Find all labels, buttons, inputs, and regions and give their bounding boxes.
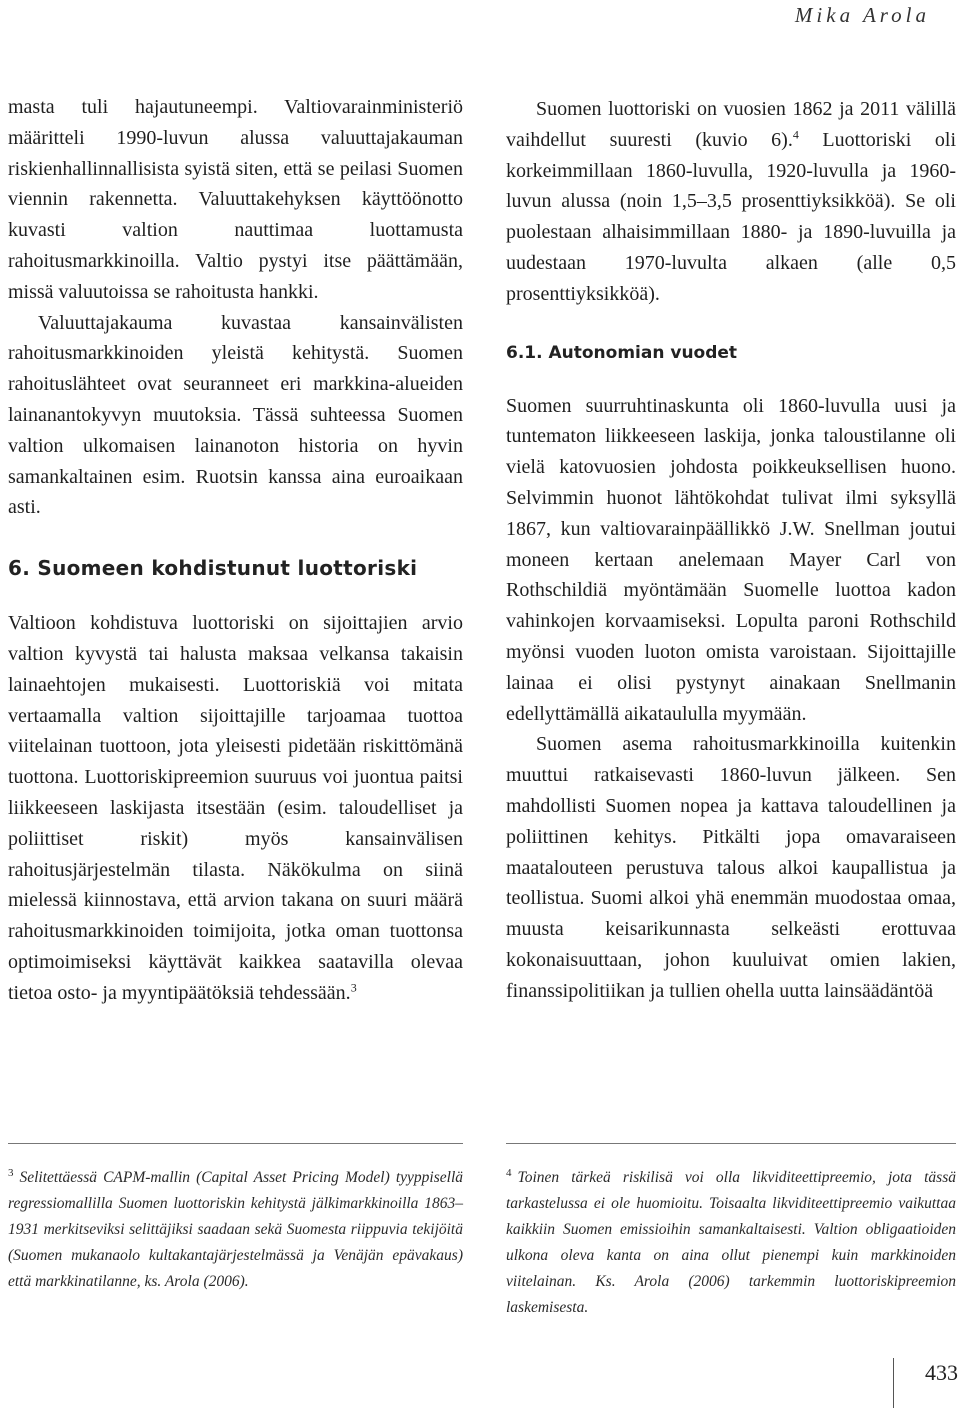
page-number: 433 (925, 1360, 958, 1385)
paragraph: Suomen asema rahoitusmarkkinoilla kuitenkin muuttui ratkaisevasti 1860-luvun jälkeen. Sen mahdollisti Suomen nopea ja kattava taloudellinen ja poliittinen kehitys. Pitkälti jopa omavaraiseen maatalouteen perustuva talous alkoi kaupallistua ja teollistua. Suomi alkoi yhä enemmän muodostaa omaa, muusta keisarikunnasta selkeästi erottuvaa kokonaisuuttaan, johon kuuluivat omien lakien, finanssipolitiikan ja tullien ohella uutta lainsäädäntöä (506, 733, 956, 1002)
paragraph-text: Luottoriski oli korkeimmillaan 1860-luvulla, 1920-luvulla ja 1960-luvun alussa (noin 1,5–3,5 prosenttiyksikköä). Se oli puolestaan alhaisimmillaan 1880- ja 1890-luvuilla ja uudestaan 1970-luvulta alkaen (alle 0,5 prosenttiyksikköä). (506, 128, 956, 305)
footnote-divider (8, 1143, 463, 1144)
footnote-text: Selitettäessä CAPM-mallin (Capital Asset Pricing Model) tyyppisellä regressiomallilla Suomen luottoriskin kehitystä jälkimarkkinoilla 1863–1931 merkitseviksi selittäjiksi saadaan sekä Suomesta riippuvia tekijöitä (Suomen mukanaolo kultakantajärjestelmässä ja Venäjän epävakaus) että markkinatilanne, ks. Arola (2006). (8, 1169, 463, 1291)
footnote-reference[interactable]: 3 (350, 980, 357, 995)
footnote-4 (506, 1160, 956, 1321)
section-heading: 6. Suomeen kohdistunut luottoriski (8, 556, 418, 581)
paragraph (8, 608, 463, 1008)
running-head: Mika Arola (794, 3, 930, 27)
paragraph: Valuuttajakauma kuvastaa kansainvälisten rahoitusmarkkinoiden yleistä kehitystä. Suomen rahoituslähteet ovat seuranneet eri markkina-alueiden lainanantokyvyn muutoksia. Tässä suhteessa Suomen valtion ulkomaisen lainanoton historia on hyvin samankaltainen esim. Ruotsin kanssa aina euroaikaan asti. (8, 311, 463, 519)
paragraph-text: Valtioon kohdistuva luottoriski on sijoittajien arvio valtion kyvystä tai halusta maksaa velkansa takaisin lainaehtojen mukaisesti. Luottoriskiä voi mitata vertaamalla valtion sijoittajille tarjoamaa tuottoa viitelainan tuottoon, jota yleisesti pidetään riskittömänä tuottona. Luottoriskipreemion suuruus voi juontua paitsi liikkeeseen laskijasta itsestään (esim. taloudelliset ja poliittiset riskit) myös kansainvälisen rahoitusjärjestelmän tilasta. Näkökulma on siinä mielessä kiinnostava, että arvion takana on suuri määrä rahoitusmarkkinoiden toimijoita, jotka oman tuottonsa optimoimiseksi käyttävät kaikkea saatavilla olevaa tietoa osto- ja myyntipäätöksiä tehdessään. (8, 612, 463, 1004)
footnote-number: 4 (506, 1167, 512, 1179)
left-column (8, 92, 463, 1009)
paragraph-text: Suomen luottoriski on vuosien 1862 ja 2011 välillä vaihdellut suuresti (kuvio 6). (506, 98, 956, 151)
page-number-divider (893, 1358, 894, 1408)
paragraph: Suomen suurruhtinaskunta oli 1860-luvulla uusi ja tuntematon liikkeeseen laskija, jonka taloustilanne oli vielä katovuosien johdosta poikkeuksellisen huono. Selvimmin huonot lähtökohdat tulivat ilmi syksyllä 1867, kun valtiovarainpäällikkö J.W. Snellman joutui moneen kertaan anelemaan Mayer Carl von Rothschildiä myöntämään Suomelle luottoa kadon vahinkojen korvaamiseksi. Lopulta paroni Rothschild myönsi vuoden luoton omista varoistaan. Sijoittajille lainaa ei olisi pystynyt ainakaan Snellmanin edellyttämällä aikataululla myymään. (506, 394, 956, 725)
subsection-heading: 6.1. Autonomian vuodet (506, 342, 738, 363)
footnote-reference[interactable]: 4 (792, 127, 799, 142)
paragraph (506, 94, 956, 310)
paragraph: masta tuli hajautuneempi. Valtiovarainministeriö määritteli 1990-luvun alussa valuuttajakauman riskienhallinnallisista syistä siten, että se peilasi Suomen viennin rakennetta. Valuuttakehyksen käyttöönotto kuvasti valtion nauttimaa luottamusta rahoitusmarkkinoilla. Valtio pystyi itse päättämään, missä valuutoissa se rahoitusta hankki. (8, 96, 463, 303)
footnote-number: 3 (8, 1167, 14, 1179)
footnote-divider (506, 1143, 956, 1144)
footnote-3 (8, 1160, 463, 1295)
footnote-text: Toinen tärkeä riskilisä voi olla likviditeettipreemio, jota tässä tarkastelussa ei ole huomioitu. Toisaalta likviditeettipreemio vaikuttaa kaikkiin Suomen emissioihin samankaltaisesti. Valtion obligaatioiden ulkona oleva kanta on aina ollut pienempi kuin markkinoiden viitelainan. Ks. Arola (2006) tarkemmin luottoriskipreemion laskemisesta. (506, 1169, 956, 1317)
right-column (506, 94, 956, 1007)
